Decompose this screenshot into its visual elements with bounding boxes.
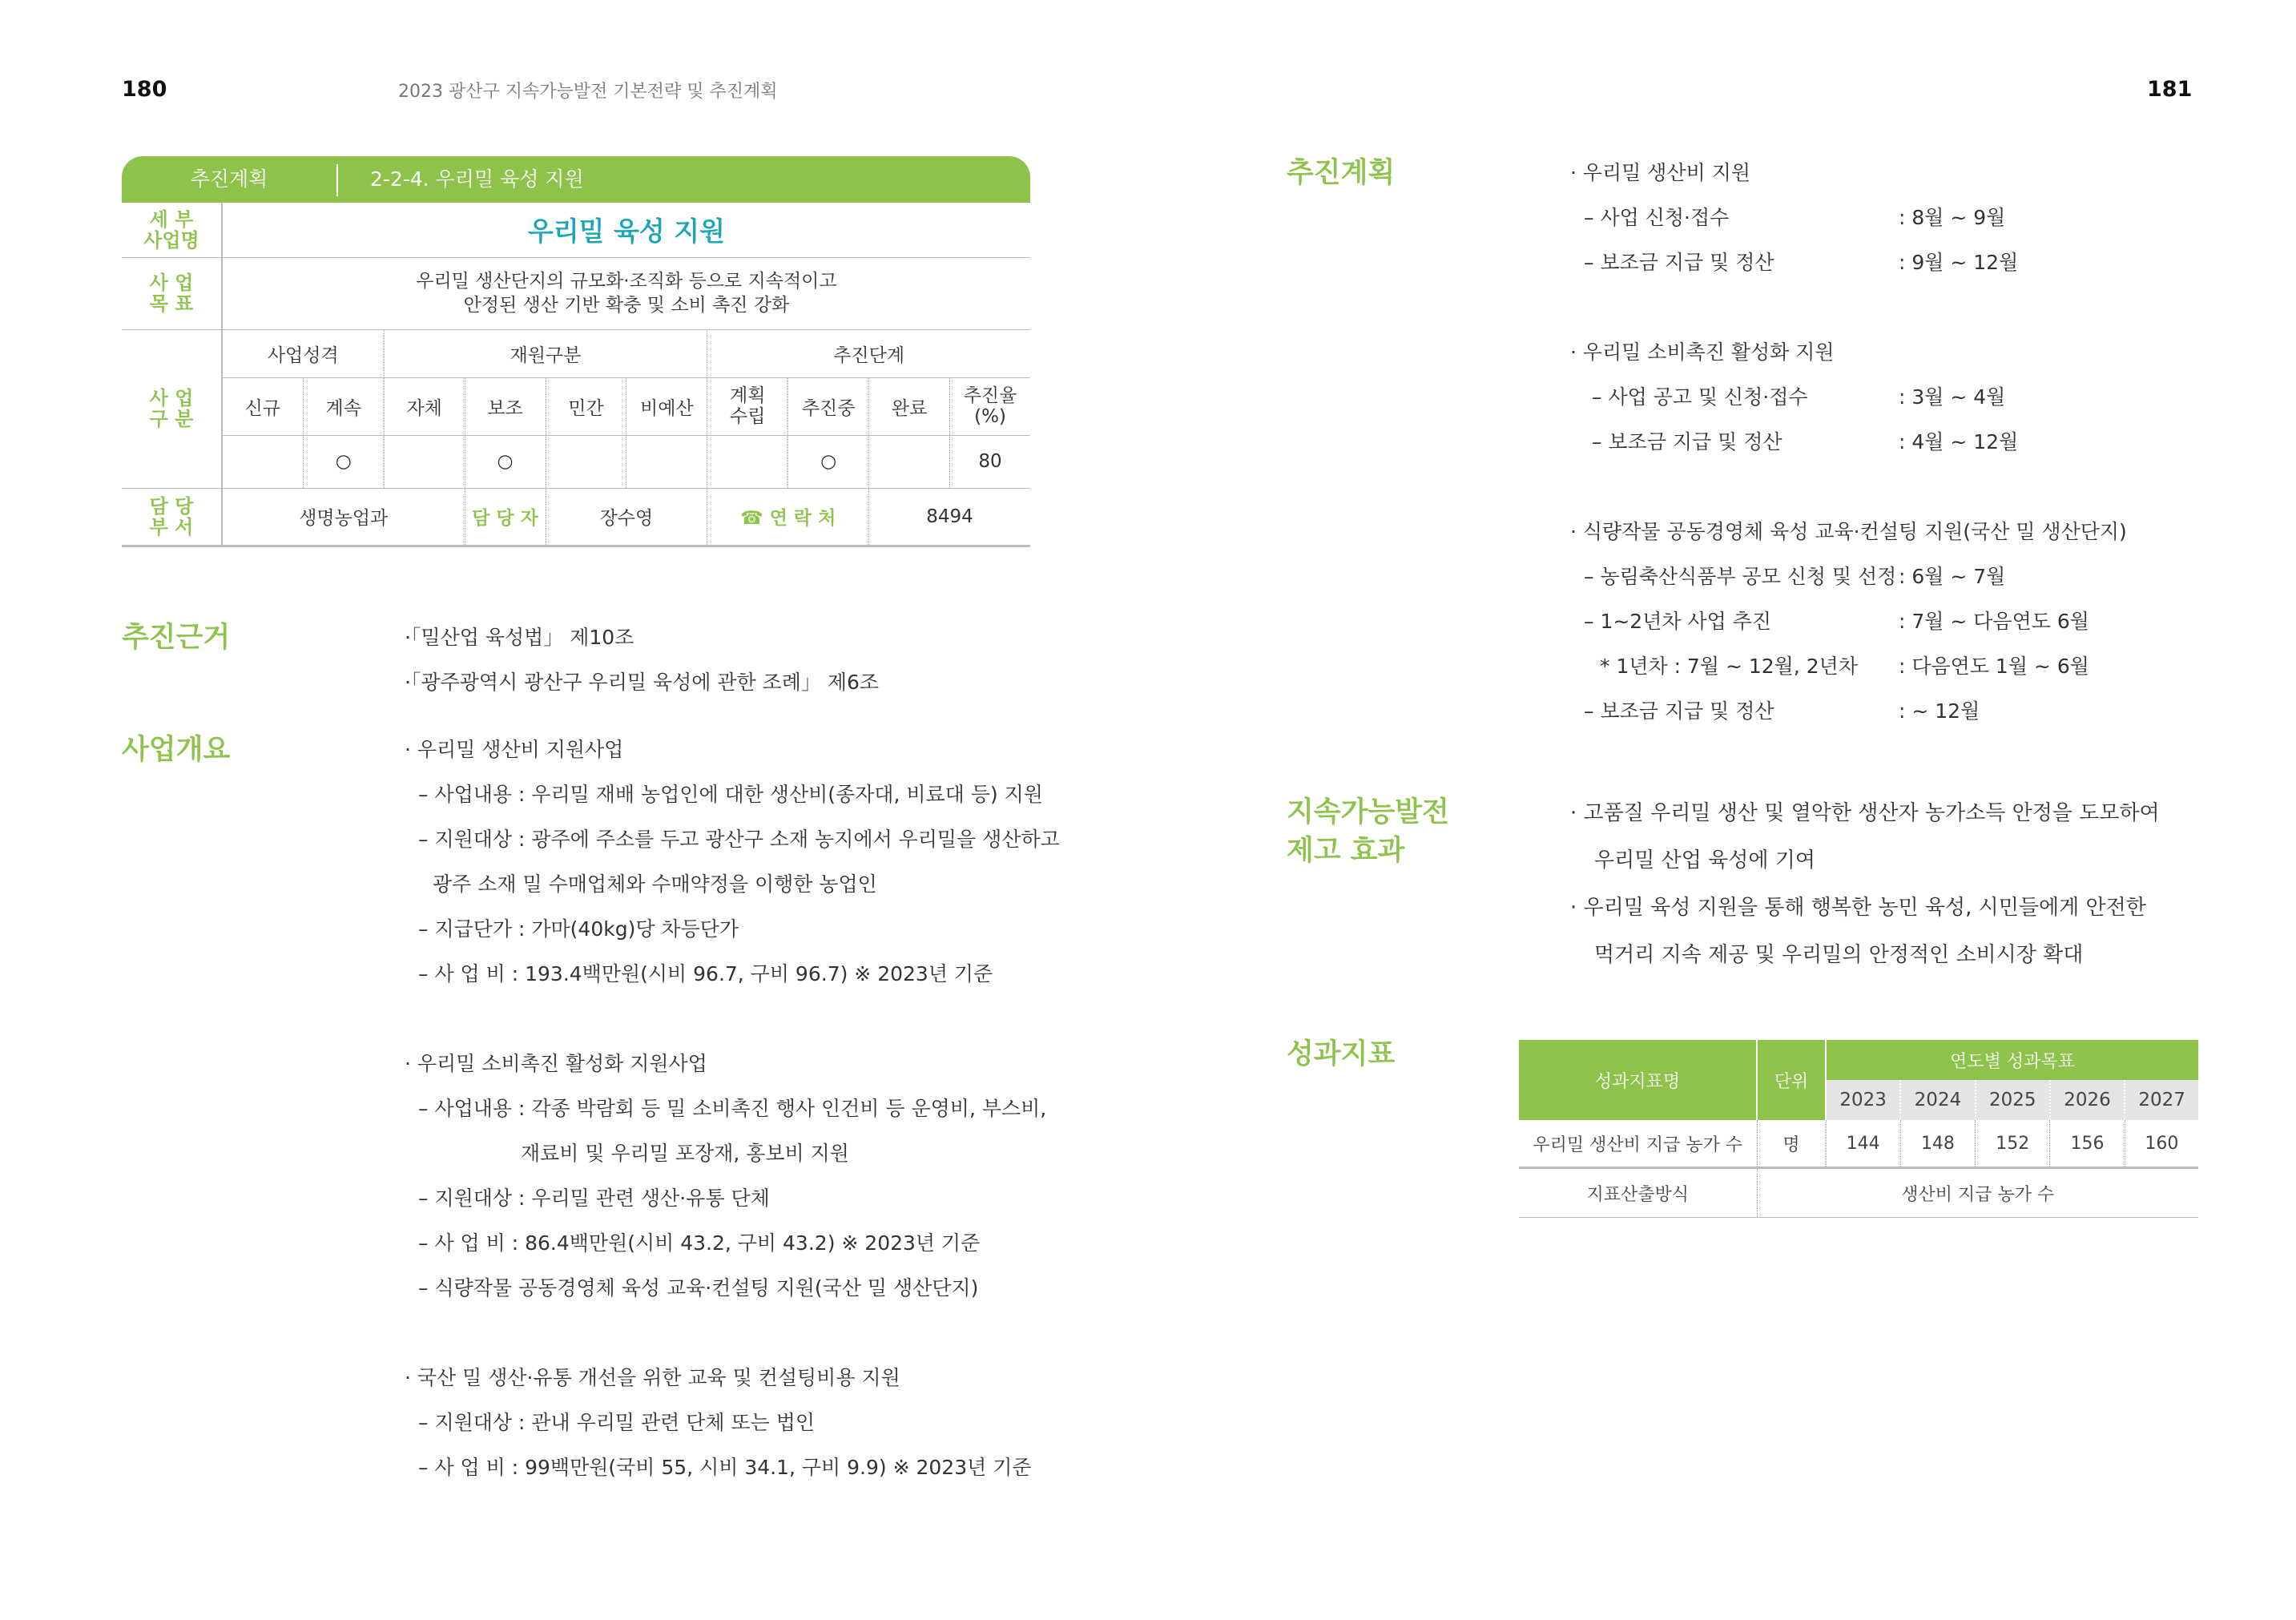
overview-line: – 지원대상 : 관내 우리밀 관련 단체 또는 법인 (418, 1411, 816, 1434)
plan-item-label: – 사업 공고 및 신청·접수 (1592, 385, 1808, 409)
col-planning: 계획 수립 (707, 377, 788, 435)
col-subsidy: 보조 (465, 377, 546, 435)
col-self: 자체 (384, 377, 465, 435)
project-class-label: 사 업 구 분 (122, 329, 222, 488)
plan-block-heading: · 우리밀 소비촉진 활성화 지원 (1570, 341, 1835, 364)
effect-line: · 고품질 우리밀 생산 및 열악한 생산자 농가소득 안정을 도모하여 (1570, 801, 2160, 825)
basis-line: ·「광주광역시 광산구 우리밀 육성에 관한 조례」 제6조 (405, 671, 880, 694)
overview-line: – 지원대상 : 우리밀 관련 생산·유통 단체 (418, 1187, 770, 1210)
col-in-progress: 추진중 (788, 377, 869, 435)
plan-item-label: – 1~2년차 사업 추진 (1584, 610, 1771, 633)
overview-line: – 사 업 비 : 99백만원(국비 55, 시비 34.1, 구비 9.9) ※ 2023년 기준 (418, 1456, 1032, 1479)
overview-line: · 우리밀 소비촉진 활성화 지원사업 (405, 1052, 707, 1075)
col-progress-rate: 추진율 (%) (950, 377, 1030, 435)
kpi-col-group: 연도별 성과목표 (1826, 1040, 2198, 1080)
kpi-value: 144 (1826, 1120, 1900, 1168)
group-header-funding: 재원구분 (384, 329, 707, 377)
kpi-year: 2023 (1826, 1080, 1900, 1120)
project-goal-text (222, 257, 1030, 329)
kpi-heading: 성과지표 (1287, 1038, 1396, 1070)
effect-line: 먹거리 지속 제공 및 우리밀의 안정적인 소비시장 확대 (1594, 943, 2084, 967)
kpi-year: 2027 (2125, 1080, 2198, 1120)
plan-block-heading: · 우리밀 생산비 지원 (1570, 161, 1750, 184)
kpi-method-text: 생산비 지급 농가 수 (1757, 1168, 2198, 1218)
overview-line: – 지원대상 : 광주에 주소를 두고 광산구 소재 농지에서 우리밀을 생산하고 (418, 828, 1060, 851)
kpi-col-unit: 단위 (1757, 1040, 1826, 1120)
dept-label: 담 당 부 서 (122, 488, 222, 546)
group-header-stage: 추진단계 (707, 329, 1030, 377)
val-progress-rate: 80 (950, 435, 1030, 488)
plan-block-heading: · 식량작물 공동경영체 육성 교육·컨설팅 지원(국산 밀 생산단지) (1570, 520, 2127, 543)
val-complete (869, 435, 950, 488)
col-non-budget: 비예산 (626, 377, 707, 435)
plan-item-period: : 8월 ~ 9월 (1899, 206, 2006, 229)
overview-line: – 사업내용 : 각종 박람회 등 밀 소비촉진 행사 인건비 등 운영비, 부스비, (418, 1097, 1047, 1120)
kpi-year: 2024 (1900, 1080, 1975, 1120)
overview-line: – 식량작물 공동경영체 육성 교육·컨설팅 지원(국산 밀 생산단지) (418, 1276, 979, 1300)
overview-line: 광주 소재 밀 수매업체와 수매약정을 이행한 농업인 (433, 872, 877, 896)
plan-header-title: 2-2-4. 우리밀 육성 지원 (370, 167, 584, 191)
plan-header-label: 추진계획 (190, 167, 268, 191)
effect-line: · 우리밀 육성 지원을 통해 행복한 농민 육성, 시민들에게 안전한 (1570, 896, 2146, 920)
val-planning (707, 435, 788, 488)
plan-item-period: : 3월 ~ 4월 (1899, 385, 2006, 409)
plan-item-period: : 7월 ~ 다음연도 6월 (1899, 610, 2089, 633)
overview-heading: 사업개요 (122, 734, 231, 766)
val-private (546, 435, 626, 488)
overview-line: – 사 업 비 : 193.4백만원(시비 96.7, 구비 96.7) ※ 2023년 기준 (418, 962, 993, 985)
overview-line: · 국산 밀 생산·유통 개선을 위한 교육 및 컨설팅비용 지원 (405, 1366, 900, 1389)
col-complete: 완료 (869, 377, 950, 435)
effect-heading-line-1: 지속가능발전 (1287, 796, 1449, 828)
plan-item-label: – 보조금 지급 및 정산 (1584, 699, 1774, 723)
project-info-table (122, 203, 1030, 547)
val-continued: ○ (303, 435, 384, 488)
plan-item-period: : 다음연도 1월 ~ 6월 (1899, 655, 2089, 678)
plan-item-period: : 9월 ~ 12월 (1899, 251, 2019, 274)
project-goal-line-1: 우리밀 생산단지의 규모화·조직화 등으로 지속적이고 (416, 271, 837, 292)
overview-line: – 지급단가 : 가마(40kg)당 차등단가 (418, 917, 739, 941)
kpi-value: 152 (1976, 1120, 2050, 1168)
kpi-year: 2026 (2050, 1080, 2125, 1120)
basis-heading: 추진근거 (122, 622, 231, 654)
kpi-value: 148 (1900, 1120, 1975, 1168)
effect-heading (1287, 793, 1449, 870)
manager-label: 담 당 자 (465, 488, 546, 546)
overview-line: – 사 업 비 : 86.4백만원(시비 43.2, 구비 43.2) ※ 2023년 기준 (418, 1231, 981, 1255)
group-header-nature: 사업성격 (222, 329, 384, 377)
val-subsidy: ○ (465, 435, 546, 488)
overview-line: – 사업내용 : 우리밀 재배 농업인에 대한 생산비(종자대, 비료대 등) 지원 (418, 783, 1043, 806)
col-continued: 계속 (303, 377, 384, 435)
kpi-row-name: 우리밀 생산비 지급 농가 수 (1519, 1120, 1757, 1168)
contact-label: ☎ 연 락 처 (707, 488, 869, 546)
effect-line: 우리밀 산업 육성에 기여 (1594, 848, 1815, 872)
dept-name: 생명농업과 (222, 488, 465, 546)
col-new: 신규 (222, 377, 303, 435)
left-page-number: 180 (122, 77, 167, 102)
header-divider (336, 164, 338, 196)
plan-item-label: – 사업 신청·접수 (1584, 206, 1730, 229)
sub-project-name: 우리밀 육성 지원 (222, 203, 1030, 257)
overview-line: · 우리밀 생산비 지원사업 (405, 738, 624, 761)
kpi-row-unit: 명 (1757, 1120, 1826, 1168)
plan-item-label: – 보조금 지급 및 정산 (1584, 251, 1774, 274)
project-goal-line-2: 안정된 생산 기반 확충 및 소비 촉진 강화 (463, 295, 790, 316)
plan-item-period: : 4월 ~ 12월 (1899, 430, 2019, 453)
kpi-value: 156 (2050, 1120, 2125, 1168)
effect-heading-line-2: 제고 효과 (1287, 835, 1405, 867)
plan-heading: 추진계획 (1287, 157, 1396, 189)
val-non-budget (626, 435, 707, 488)
document-title: 2023 광산구 지속가능발전 기본전략 및 추진계획 (398, 82, 778, 102)
manager-name: 장수영 (546, 488, 707, 546)
sub-project-label: 세 부 사업명 (122, 203, 222, 257)
contact-number: 8494 (869, 488, 1030, 546)
plan-item-label: * 1년차 : 7월 ~ 12월, 2년차 (1600, 655, 1858, 678)
col-private: 민간 (546, 377, 626, 435)
plan-item-period: : 6월 ~ 7월 (1899, 565, 2006, 588)
val-in-progress: ○ (788, 435, 869, 488)
kpi-value: 160 (2125, 1120, 2198, 1168)
plan-item-label: – 농림축산식품부 공모 신청 및 선정 (1584, 565, 1897, 588)
val-new (222, 435, 303, 488)
val-self (384, 435, 465, 488)
overview-line: 재료비 및 우리밀 포장재, 홍보비 지원 (521, 1142, 849, 1165)
right-page-number: 181 (2147, 77, 2193, 102)
plan-item-period: : ~ 12월 (1899, 699, 1980, 723)
kpi-col-name: 성과지표명 (1519, 1040, 1757, 1120)
plan-header-bar (122, 156, 1030, 203)
kpi-year: 2025 (1976, 1080, 2050, 1120)
kpi-table (1519, 1040, 2198, 1218)
plan-item-label: – 보조금 지급 및 정산 (1592, 430, 1782, 453)
project-goal-label: 사 업 목 표 (122, 257, 222, 329)
basis-line: ·「밀산업 육성법」 제10조 (405, 626, 634, 649)
kpi-method-label: 지표산출방식 (1519, 1168, 1757, 1218)
